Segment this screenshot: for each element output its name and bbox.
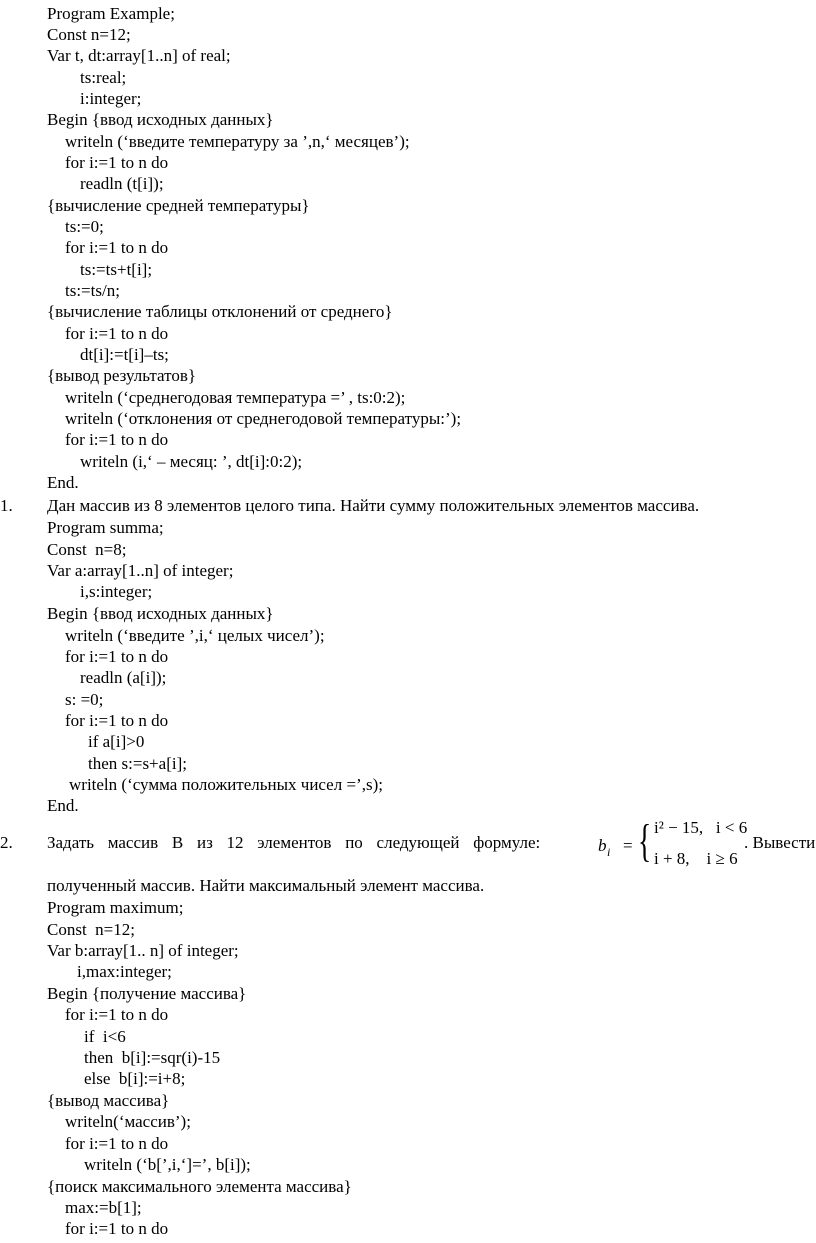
code-line: Program summa; <box>47 518 164 537</box>
code-line: Const n=8; <box>47 540 127 559</box>
code-line: Program maximum; <box>47 898 184 917</box>
code-line: writeln (‘среднегодовая температура =’ , ts:0:2); <box>65 388 406 407</box>
code-line: then b[i]:=sqr(i)-15 <box>84 1048 221 1067</box>
task-number: 2. <box>0 833 13 852</box>
code-line: for i:=1 to n do <box>65 711 169 730</box>
task-statement: Задать массив В из 12 элементов по следующей формуле: <box>47 833 541 852</box>
code-line: writeln (‘сумма положительных чисел =’,s); <box>69 775 383 794</box>
code-line: writeln (‘введите температуру за ’,n,‘ месяцев’); <box>65 132 410 151</box>
formula-lhs: b <box>598 836 607 855</box>
formula-case-1: i² − 15, i < 6 <box>654 818 748 837</box>
piecewise-formula <box>592 814 748 874</box>
formula-case-2: i + 8, i ≥ 6 <box>654 849 738 868</box>
code-line: for i:=1 to n do <box>65 153 169 172</box>
code-line: for i:=1 to n do <box>65 647 169 666</box>
code-line: {поиск максимального элемента массива} <box>47 1177 352 1196</box>
code-line: max:=b[1]; <box>65 1198 142 1217</box>
code-line: End. <box>47 796 79 815</box>
code-line: s: =0; <box>65 690 104 709</box>
task-number: 1. <box>0 496 13 515</box>
code-line: Const n=12; <box>47 25 131 44</box>
code-line: for i:=1 to n do <box>65 238 169 257</box>
code-line: Var t, dt:array[1..n] of real; <box>47 46 231 65</box>
code-line: dt[i]:=t[i]–ts; <box>80 345 169 364</box>
code-line: else b[i]:=i+8; <box>84 1069 186 1088</box>
code-line: writeln(‘массив’); <box>65 1112 191 1131</box>
code-line: Program Example; <box>47 4 175 23</box>
code-line: i:integer; <box>80 89 142 108</box>
code-line: ts:=0; <box>65 217 104 236</box>
code-line: for i:=1 to n do <box>65 1219 169 1238</box>
code-line: End. <box>47 473 79 492</box>
code-line: for i:=1 to n do <box>65 1134 169 1153</box>
code-line: if a[i]>0 <box>88 732 145 751</box>
code-line: for i:=1 to n do <box>65 1005 169 1024</box>
code-line: ts:=ts+t[i]; <box>80 260 153 279</box>
code-line: {вычисление таблицы отклонений от среднего} <box>47 302 393 321</box>
task-statement: Дан массив из 8 элементов целого типа. Найти сумму положительных элементов массива. <box>47 496 700 515</box>
code-line: Begin {получение массива} <box>47 984 247 1003</box>
code-line: Begin {ввод исходных данных} <box>47 604 274 623</box>
code-line: writeln (‘b[’,i,‘]=’, b[i]); <box>84 1155 251 1174</box>
code-line: for i:=1 to n do <box>65 324 169 343</box>
code-line: i,s:integer; <box>80 582 153 601</box>
code-line: {вывод массива} <box>47 1091 170 1110</box>
formula-brace: { <box>638 815 652 866</box>
task-statement-tail: . Вывести <box>744 833 816 852</box>
code-line: Const n=12; <box>47 920 135 939</box>
code-line: Var b:array[1.. n] of integer; <box>47 941 239 960</box>
code-line: then s:=s+a[i]; <box>88 754 187 773</box>
formula-equals: = <box>623 836 633 855</box>
code-line: ts:real; <box>80 68 127 87</box>
code-line: {вычисление средней температуры} <box>47 196 310 215</box>
task-statement-continued: полученный массив. Найти максимальный элемент массива. <box>47 876 485 895</box>
code-line: readln (t[i]); <box>80 174 164 193</box>
code-line: ts:=ts/n; <box>65 281 120 300</box>
code-line: writeln (‘отклонения от среднегодовой температуры:’); <box>65 409 462 428</box>
code-line: writeln (i,‘ – месяц: ’, dt[i]:0:2); <box>80 452 303 471</box>
formula-lhs-subscript: i <box>607 845 611 859</box>
code-line: readln (a[i]); <box>80 668 167 687</box>
code-line: {вывод результатов} <box>47 366 197 385</box>
code-line: i,max:integer; <box>77 962 172 981</box>
code-line: writeln (‘введите ’,i,‘ целых чисел’); <box>65 626 325 645</box>
code-line: if i<6 <box>84 1027 126 1046</box>
code-line: for i:=1 to n do <box>65 430 169 449</box>
code-line: Begin {ввод исходных данных} <box>47 110 274 129</box>
code-line: Var a:array[1..n] of integer; <box>47 561 234 580</box>
